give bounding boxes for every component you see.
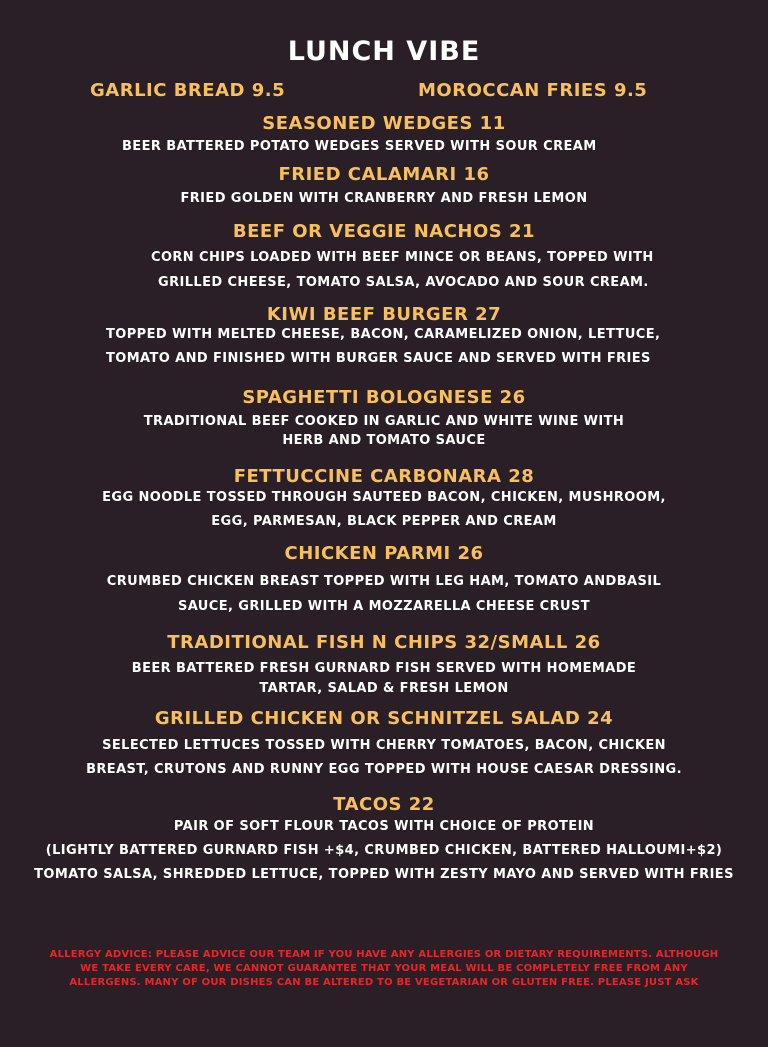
- allergy-line: ALLERGENS. MANY OF OUR DISHES CAN BE ALTERED TO BE VEGETARIAN OR GLUTEN FREE. PLEASE JUST ASK: [69, 977, 699, 988]
- item-description: HERB AND TOMATO SAUCE: [282, 433, 486, 448]
- item-description: BREAST, CRUTONS AND RUNNY EGG TOPPED WITH HOUSE CAESAR DRESSING.: [86, 762, 682, 777]
- item-description: PAIR OF SOFT FLOUR TACOS WITH CHOICE OF PROTEIN: [173, 819, 595, 834]
- item-description: SELECTED LETTUCES TOSSED WITH CHERRY TOMATOES, BACON, CHICKEN: [102, 738, 666, 753]
- item-chicken-schnitzel-salad: GRILLED CHICKEN OR SCHNITZEL SALAD 24: [154, 708, 614, 729]
- allergy-line: WE TAKE EVERY CARE, WE CANNOT GUARANTEE THAT YOUR MEAL WILL BE COMPLETELY FREE FROM ANY: [80, 963, 688, 974]
- item-description: BEER BATTERED FRESH GURNARD FISH SERVED WITH HOMEMADE: [131, 661, 637, 676]
- item-description: TARTAR, SALAD & FRESH LEMON: [259, 681, 509, 696]
- item-description: TOMATO SALSA, SHREDDED LETTUCE, TOPPED WITH ZESTY MAYO AND SERVED WITH FRIES: [34, 867, 734, 882]
- item-description: TOMATO AND FINISHED WITH BURGER SAUCE AND SERVED WITH FRIES: [106, 351, 651, 366]
- item-description: TOPPED WITH MELTED CHEESE, BACON, CARAMELIZED ONION, LETTUCE,: [106, 327, 661, 342]
- allergy-advice: [0, 948, 768, 990]
- item-description: CRUMBED CHICKEN BREAST TOPPED WITH LEG HAM, TOMATO ANDBASIL: [106, 574, 662, 589]
- item-nachos: BEEF OR VEGGIE NACHOS 21: [232, 221, 536, 242]
- item-description: TRADITIONAL BEEF COOKED IN GARLIC AND WHITE WINE WITH: [143, 414, 625, 429]
- item-description: GRILLED CHEESE, TOMATO SALSA, AVOCADO AND SOUR CREAM.: [158, 275, 649, 290]
- item-chicken-parmi: CHICKEN PARMI 26: [284, 543, 484, 564]
- item-description: FRIED GOLDEN WITH CRANBERRY AND FRESH LEMON: [180, 191, 588, 206]
- item-description: CORN CHIPS LOADED WITH BEEF MINCE OR BEANS, TOPPED WITH: [151, 250, 654, 265]
- item-description: SAUCE, GRILLED WITH A MOZZARELLA CHEESE CRUST: [177, 599, 591, 614]
- item-description: EGG NOODLE TOSSED THROUGH SAUTEED BACON, CHICKEN, MUSHROOM,: [102, 490, 666, 505]
- item-spaghetti-bolognese: SPAGHETTI BOLOGNESE 26: [242, 387, 526, 408]
- item-description: (LIGHTLY BATTERED GURNARD FISH +$4, CRUMBED CHICKEN, BATTERED HALLOUMI+$2): [45, 843, 723, 858]
- item-fish-n-chips: TRADITIONAL FISH N CHIPS 32/SMALL 26: [167, 632, 601, 653]
- allergy-line: ALLERGY ADVICE: PLEASE ADVICE OUR TEAM IF YOU HAVE ANY ALLERGIES OR DIETARY REQUIREMENTS. ALTHOUGH: [49, 949, 719, 960]
- item-description: EGG, PARMESAN, BLACK PEPPER AND CREAM: [211, 514, 557, 529]
- item-fried-calamari: FRIED CALAMARI 16: [278, 164, 490, 185]
- item-moroccan-fries: MOROCCAN FRIES 9.5: [418, 80, 648, 101]
- item-kiwi-beef-burger: KIWI BEEF BURGER 27: [266, 304, 502, 325]
- item-tacos: TACOS 22: [333, 794, 435, 815]
- menu-title: LUNCH VIBE: [287, 36, 481, 67]
- item-description: BEER BATTERED POTATO WEDGES SERVED WITH SOUR CREAM: [122, 139, 597, 154]
- item-seasoned-wedges: SEASONED WEDGES 11: [262, 113, 506, 134]
- item-fettuccine-carbonara: FETTUCCINE CARBONARA 28: [233, 466, 535, 487]
- item-garlic-bread: GARLIC BREAD 9.5: [90, 80, 286, 101]
